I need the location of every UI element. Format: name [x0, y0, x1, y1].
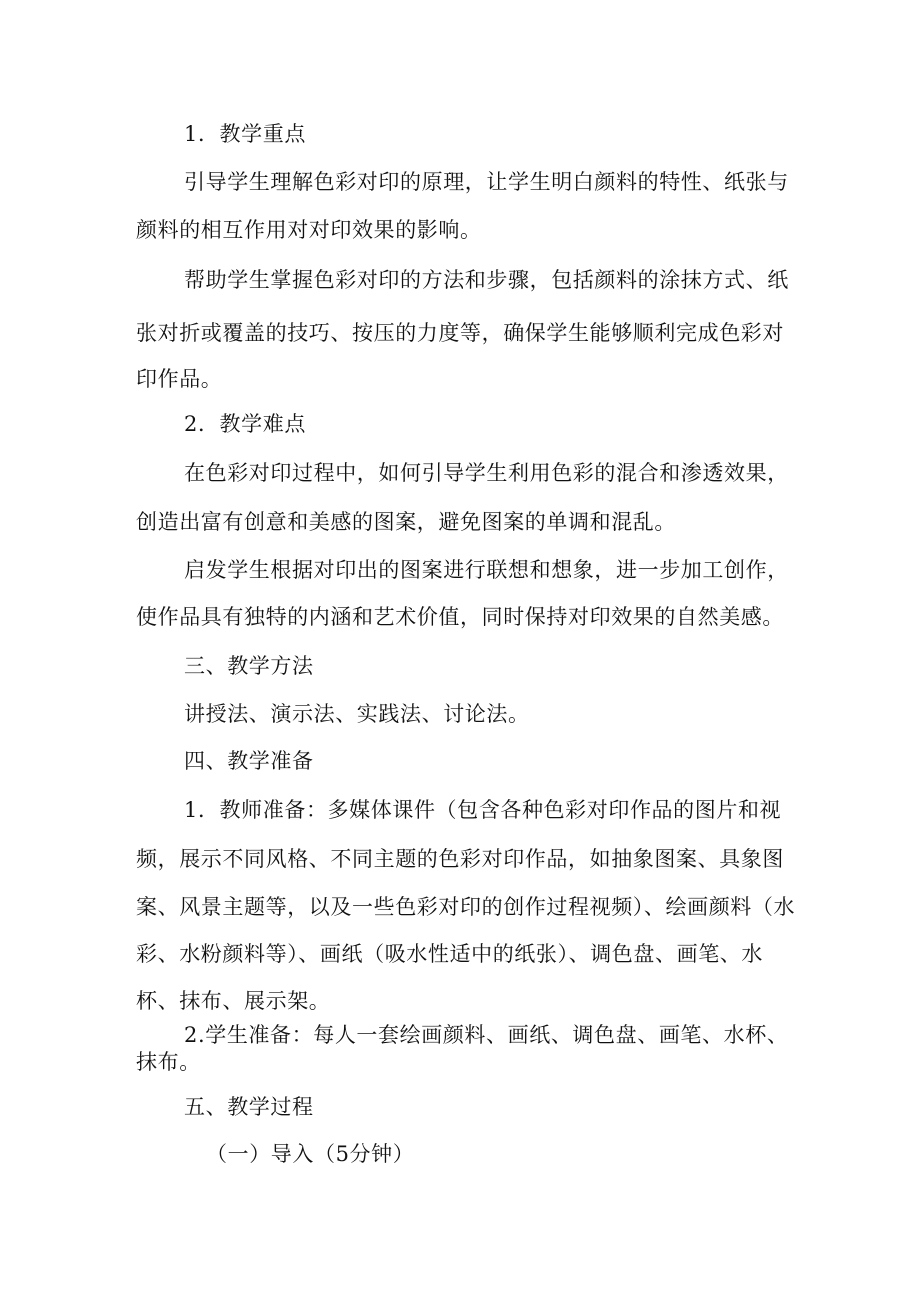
- heading-teaching-focus: 1．教学重点: [184, 122, 306, 146]
- heading-teaching-difficulty: 2．教学难点: [184, 412, 306, 436]
- heading-teaching-methods: 三、教学方法: [184, 654, 314, 678]
- paragraph-line: 张对折或覆盖的技巧、按压的力度等，确保学生能够顺利完成色彩对: [136, 321, 784, 345]
- heading-teaching-process: 五、教学过程: [184, 1095, 314, 1119]
- paragraph-line: 频，展示不同风格、不同主题的色彩对印作品，如抽象图案、具象图: [136, 847, 784, 871]
- paragraph-line: 彩、水粉颜料等）、画纸（吸水性适中的纸张）、调色盘、画笔、水: [136, 942, 763, 966]
- paragraph-line: 案、风景主题等，以及一些色彩对印的创作过程视频）、绘画颜料（水: [136, 895, 796, 919]
- paragraph-line: 杯、抹布、展示架。: [136, 989, 331, 1013]
- paragraph-line: 使作品具有独特的内涵和艺术价值，同时保持对印效果的自然美感。: [136, 605, 784, 629]
- paragraph-line: 讲授法、演示法、实践法、讨论法。: [184, 702, 530, 726]
- paragraph-line: 颜料的相互作用对对印效果的影响。: [136, 218, 482, 242]
- paragraph-line: 创造出富有创意和美感的图案，避免图案的单调和混乱。: [136, 510, 676, 534]
- paragraph-line: 引导学生理解色彩对印的原理，让学生明白颜料的特性、纸张与: [184, 170, 789, 194]
- paragraph-line: 印作品。: [136, 367, 223, 391]
- step-heading-introduction: （一）导入（5分钟）: [206, 1142, 415, 1166]
- paragraph-line: 抹布。: [136, 1050, 201, 1074]
- paragraph-line: 启发学生根据对印出的图案进行联想和想象，进一步加工创作，: [184, 558, 789, 582]
- paragraph-line: 帮助学生掌握色彩对印的方法和步骤，包括颜料的涂抹方式、纸: [184, 268, 789, 292]
- paragraph-line: 1．教师准备：多媒体课件（包含各种色彩对印作品的图片和视: [184, 798, 782, 822]
- paragraph-line: 2.学生准备：每人一套绘画颜料、画纸、调色盘、画笔、水杯、: [184, 1023, 789, 1047]
- paragraph-line: 在色彩对印过程中，如何引导学生利用色彩的混合和渗透效果，: [184, 461, 789, 485]
- heading-teaching-preparation: 四、教学准备: [184, 749, 314, 773]
